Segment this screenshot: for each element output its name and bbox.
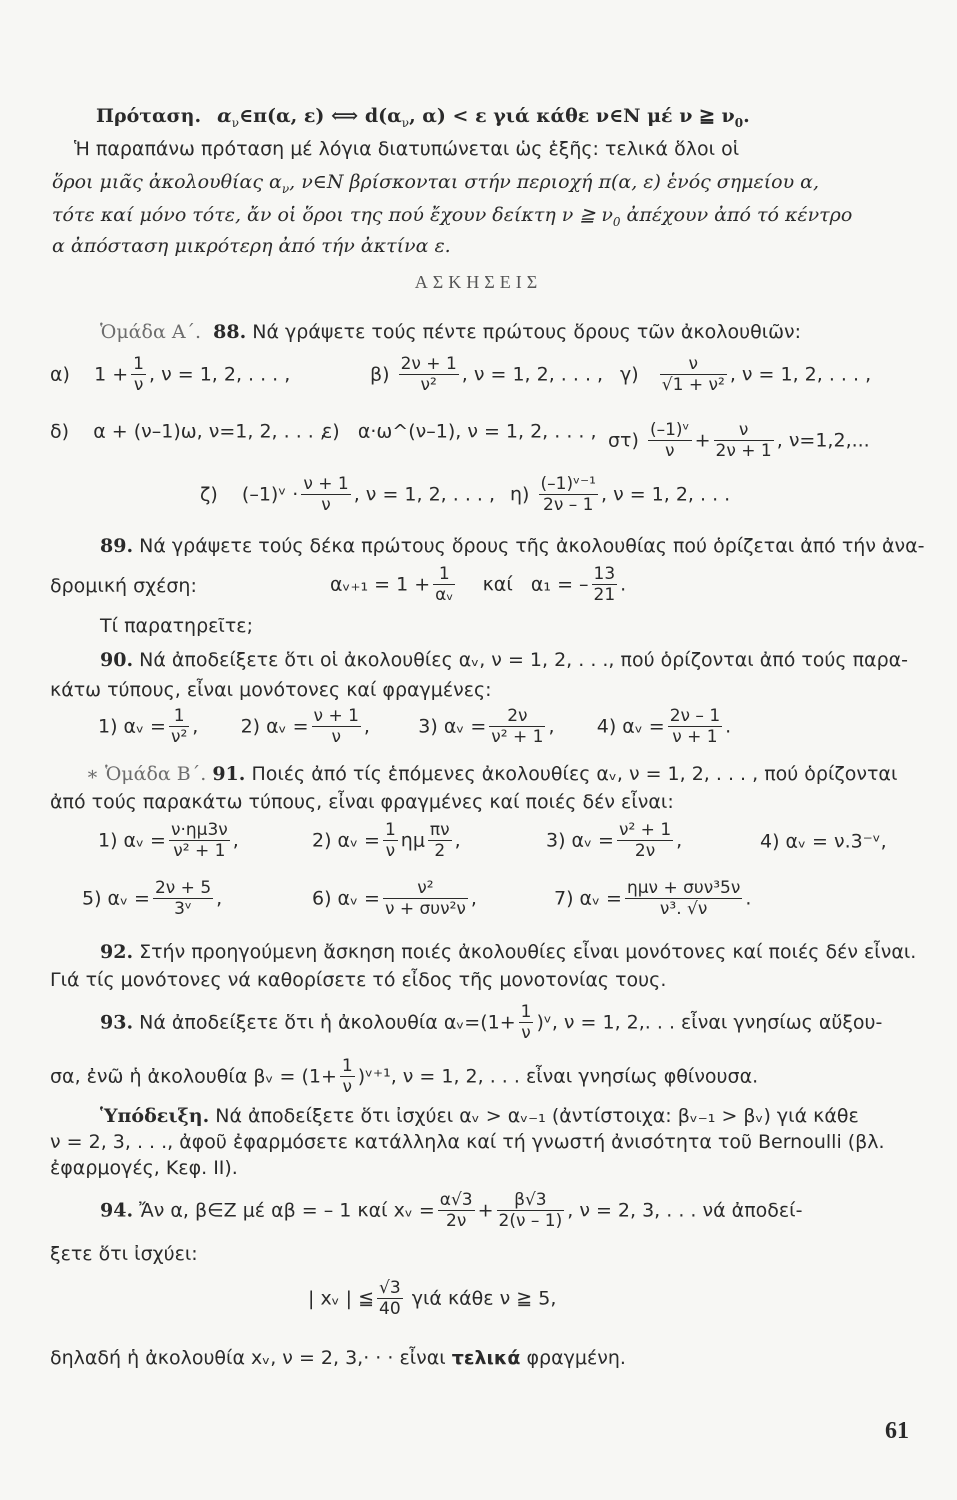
section-title: ΑΣΚΗΣΕΙΣ: [414, 272, 543, 292]
exercise-94-line-2: ξετε ὅτι ἰσχύει:: [50, 1243, 198, 1265]
fraction: [625, 878, 742, 919]
exercise-91-number: 91.: [212, 763, 246, 785]
paren: )ᵛ: [536, 1011, 552, 1034]
proposition-statement: α: [217, 105, 232, 127]
text: α₁ = –: [530, 573, 589, 596]
denominator: ν: [331, 727, 341, 747]
ex88-item-h: [510, 474, 730, 515]
numerator: 2ν + 5: [154, 878, 212, 898]
comma: ,: [454, 829, 461, 852]
exercise-92-line-2: Γιά τίς μονότονες νά καθορίσετε τό εἶδος τῆς μονοτονίας τους.: [50, 969, 667, 991]
page-number: 61: [885, 1418, 909, 1444]
proposition-line-4: τότε καί μόνο τότε, ἄν οἱ ὅροι της πού ἔχουν δείκτη ν ≧ $\nu_0$ ἀπέχουν ἀπό τό κέντρο: [52, 204, 853, 229]
numerator: ν + 1: [303, 474, 349, 494]
exercise-93-hint-2: ν = 2, 3, . . ., ἀφοῦ ἐφαρμόσετε κατάλληλα καί τή γνωστή ἀνισότητα τοῦ Bernoulli (βλ.: [50, 1131, 885, 1153]
text: α·ω^(ν–1), ν = 1, 2, . . . ,: [357, 420, 597, 443]
ex89-formula: [330, 564, 626, 605]
proposition-line-3: ὅροι μιᾶς ἀκολουθίας $\alpha_\nu$, ν∈N βρίσκονται στήν περιοχή π(α, ε) ἑνός σημείου α,: [52, 171, 820, 196]
label: 3) αᵥ =: [418, 715, 487, 738]
fraction: [428, 820, 452, 861]
comma: ,: [216, 887, 223, 910]
hint-label: Ὑπόδειξη.: [100, 1105, 210, 1127]
line4-a: τότε καί μόνο τότε, ἄν οἱ ὅροι της πού ἔχουν δείκτη ν ≧ ν: [52, 204, 613, 226]
ex91-item-7: [554, 878, 751, 919]
numerator: 1: [169, 706, 189, 727]
denominator: ν: [521, 1023, 531, 1043]
exercise-89-number: 89.: [100, 535, 134, 557]
label: 2) αᵥ =: [240, 715, 309, 738]
label: 2) αᵥ =: [312, 829, 380, 852]
label: ζ): [200, 483, 218, 506]
denominator: 2ν + 1: [715, 441, 772, 461]
numerator: ν·ημ3ν: [170, 820, 228, 840]
denominator: ν: [385, 841, 396, 861]
fraction-1: [648, 420, 692, 461]
exercise-93-line-2: [50, 1056, 758, 1097]
numerator: 2ν + 1: [400, 354, 457, 374]
denominator: ν + συν²ν: [384, 899, 466, 919]
group-a-label: Ὁμάδα Α΄.: [100, 321, 202, 343]
period: .: [620, 573, 627, 596]
numerator: ν: [660, 354, 727, 375]
exercise-92-line-1: [100, 940, 916, 964]
ex91-item-5: [82, 878, 222, 919]
fraction: [399, 354, 459, 395]
proposition-line-5: α ἀπόσταση μικρότερη ἀπό τήν ἀκτίνα ε.: [52, 235, 451, 257]
denominator: ν²: [420, 375, 437, 395]
exercise-90-text: Νά ἀποδείξετε ὅτι οἱ ἀκολουθίες αᵥ, ν = 1, 2, . . ., πού ὁρίζονται ἀπό τούς παρα-: [139, 649, 909, 671]
denominator: √1 + ν²: [661, 375, 725, 395]
text: , ν = 1, 2, . . . ,: [149, 363, 291, 386]
label: β): [370, 363, 390, 386]
line4-b: ἀπέχουν ἀπό τό κέντρο: [620, 204, 853, 226]
denominator: ν²: [170, 727, 188, 747]
exercise-88-number: 88.: [213, 321, 247, 343]
denominator: αᵥ: [435, 585, 454, 605]
ex91-item-1: [98, 820, 239, 861]
line3-b: , ν∈N βρίσκονται στήν περιοχή π(α, ε) ἑνός σημείου α,: [289, 171, 820, 193]
proposition-statement-rest: ∈π(α, ε) ⟺ d(α: [239, 105, 402, 127]
text: , ν = 2, 3, . . . νά ἀποδεί-: [567, 1199, 803, 1222]
text: φραγμένη.: [526, 1347, 626, 1369]
fraction: [489, 706, 545, 747]
line3-a: ὅροι μιᾶς ἀκολουθίας α: [52, 171, 282, 193]
numerator: √3: [379, 1278, 401, 1298]
period: .: [745, 887, 752, 910]
ex88-item-a: [50, 354, 290, 395]
exercise-94-line-1: [100, 1190, 802, 1231]
comma: ,: [676, 829, 683, 852]
text: , ν = 1, 2, . . . ,: [461, 363, 604, 386]
label: 3) αᵥ =: [546, 829, 614, 852]
text: 1 +: [94, 363, 129, 386]
text: αᵥ₊₁ = 1 +: [330, 573, 431, 596]
text: ημ: [400, 829, 425, 852]
ex88-item-c: [620, 354, 871, 395]
fraction: [438, 1190, 475, 1231]
exercise-88-header: [100, 320, 801, 344]
fraction-2: [714, 420, 774, 461]
text: γιά κάθε ν ≧ 5,: [411, 1287, 557, 1310]
numerator: 2ν – 1: [669, 706, 721, 726]
exercise-89-line-1: [100, 534, 925, 558]
fraction: [377, 1278, 403, 1319]
exercise-91-text: Ποιές ἀπό τίς ἑπόμενες ἀκολουθίες αᵥ, ν = 1, 2, . . . , πού ὁρίζονται: [251, 763, 898, 785]
fraction: [383, 878, 468, 919]
exercise-93-hint-1: [100, 1104, 859, 1128]
numerator: (–1)ᵛ: [649, 420, 690, 440]
fraction: [433, 564, 455, 605]
paren: (1+: [301, 1065, 337, 1088]
numerator: ημν + συν³5ν: [626, 878, 741, 898]
exercise-90-line-2: κάτω τύπους, εἶναι μονότονες καί φραγμένες:: [50, 679, 492, 701]
ex88-item-z: [200, 474, 495, 515]
denominator: 3ᵛ: [174, 899, 192, 919]
text: , ν = 1, 2, . . . ,: [353, 483, 496, 506]
ex91-item-2: [312, 820, 461, 861]
exercise-89-question: Τί παρατηρεῖτε;: [100, 615, 253, 637]
numerator: ν: [714, 420, 774, 441]
comma: ,: [192, 715, 199, 738]
numerator: 1: [341, 1056, 353, 1076]
exercise-88-text: Νά γράψετε τούς πέντε πρώτους ὅρους τῶν ἀκολουθιῶν:: [252, 321, 802, 343]
denominator: ν + 1: [672, 727, 718, 747]
text: , ν = 1, 2, . . .: [600, 483, 731, 506]
denominator: ν: [321, 495, 331, 515]
comma: ,: [470, 887, 477, 910]
numerator: 1: [384, 820, 396, 840]
label: η): [510, 483, 530, 506]
ex88-item-b: [370, 354, 603, 395]
ex91-item-3: [546, 820, 682, 861]
numerator: α√3: [439, 1190, 473, 1210]
period: .: [725, 715, 732, 738]
numerator: 1: [133, 354, 144, 374]
exercise-94-number: 94.: [100, 1199, 134, 1222]
ex88-item-e: [322, 420, 597, 443]
ex88-item-d: [50, 420, 326, 443]
label: 1) αᵥ =: [98, 829, 166, 852]
label: δ): [50, 420, 70, 443]
fraction: [340, 1056, 355, 1097]
text: Ἄν α, β∈Z μέ αβ = – 1 καί xᵥ =: [139, 1199, 435, 1222]
fraction: [153, 878, 213, 919]
text: Νά ἀποδείξετε ὅτι ἡ ἀκολουθία αᵥ=: [139, 1011, 481, 1034]
fraction: [169, 706, 189, 747]
fraction: [660, 354, 727, 395]
ex91-item-4: [760, 830, 887, 853]
numerator: ν²: [383, 878, 468, 899]
paren: (1+: [480, 1011, 516, 1034]
exercise-91-line-2: ἀπό τούς παρακάτω τύπους, εἶναι φραγμένες καί ποιές δέν εἶναι:: [50, 791, 674, 813]
fraction: [169, 820, 230, 861]
comma: ,: [363, 715, 370, 738]
denominator: 21: [593, 585, 616, 605]
text: δηλαδή ἡ ἀκολουθία xᵥ, ν = 2, 3,· · · εἶναι: [50, 1347, 446, 1369]
label: 4) αᵥ =: [596, 715, 665, 738]
paren: )ᵛ⁺¹: [357, 1065, 391, 1088]
proposition-line-2: Ἡ παραπάνω πρόταση μέ λόγια διατυπώνεται ὡς ἑξῆς: τελικά ὅλοι οἱ: [74, 138, 740, 160]
label: α): [50, 363, 70, 386]
denominator: ν: [133, 375, 144, 395]
exercise-92-number: 92.: [100, 941, 134, 963]
fraction: [617, 820, 673, 861]
numerator: ν² + 1: [618, 820, 672, 840]
denominator: 2ν: [446, 1211, 467, 1231]
exercise-93-line-1: [100, 1002, 882, 1043]
fraction: [497, 1190, 565, 1231]
exercise-89-text: Νά γράψετε τούς δέκα πρώτους ὅρους τῆς ἀκολουθίας πού ὁρίζεται ἀπό τήν ἀνα-: [139, 535, 925, 557]
bold-text: τελικά: [451, 1347, 521, 1369]
denominator: ν³. √ν: [659, 899, 708, 919]
text: , ν = 1, 2,. . . εἶναι γνησίως αὔξου-: [551, 1011, 883, 1034]
numerator: β√3: [497, 1190, 565, 1211]
plus: +: [694, 429, 711, 452]
text: (–1)ᵛ ·: [241, 483, 299, 506]
plus: +: [477, 1199, 494, 1222]
text: σα, ἐνῶ ἡ ἀκολουθία βᵥ =: [50, 1065, 296, 1088]
label: γ): [620, 363, 639, 386]
fraction: [131, 354, 146, 395]
exercise-89-line-2: δρομική σχέση:: [50, 575, 197, 597]
label: 1) αᵥ =: [98, 715, 166, 738]
numerator: πν: [429, 820, 450, 840]
hint-text: Νά ἀποδείξετε ὅτι ἰσχύει αᵥ > αᵥ₋₁ (ἀντίστοιχα: βᵥ₋₁ > βᵥ) γιά κάθε: [215, 1105, 859, 1127]
exercise-90-number: 90.: [100, 649, 134, 671]
denominator: 2ν – 1: [543, 495, 594, 515]
numerator: 13: [593, 564, 616, 584]
denominator: ν² + 1: [173, 841, 226, 861]
comma: ,: [232, 829, 239, 852]
exercise-93-hint-3: ἐφαρμογές, Κεφ. II).: [50, 1157, 238, 1179]
comma: ,: [548, 715, 555, 738]
numerator: (–1)ᵛ⁻¹: [540, 474, 596, 494]
label: 6) αᵥ =: [312, 887, 380, 910]
denominator: 2(ν – 1): [498, 1211, 563, 1231]
numerator: ν + 1: [313, 706, 359, 726]
label: ε): [322, 420, 340, 443]
fraction: [301, 474, 350, 515]
label: 7) αᵥ =: [554, 887, 622, 910]
exercise-92-text: Στήν προηγούμενη ἄσκηση ποιές ἀκολουθίες εἶναι μονότονες καί ποιές δέν εἶναι.: [139, 941, 917, 963]
exercise-90-line-1: [100, 648, 908, 672]
text: , ν = 1, 2, . . . ,: [729, 363, 872, 386]
fraction: [383, 820, 398, 861]
fraction: [312, 706, 361, 747]
fraction: [668, 706, 722, 747]
label: στ): [608, 429, 639, 452]
denominator: 2ν: [634, 841, 656, 861]
ex91-item-6: [312, 878, 477, 919]
fraction: [519, 1002, 534, 1043]
text: | xᵥ | ≦: [308, 1287, 375, 1310]
denominator: ν: [665, 441, 675, 461]
group-b-label: ∗ Ὁμάδα Β΄.: [86, 763, 207, 785]
numerator: 1: [433, 564, 455, 585]
exercise-94-line-3: [50, 1346, 626, 1370]
text: α + (ν–1)ω, ν=1, 2, . . . ,: [93, 420, 326, 443]
fraction: [592, 564, 618, 605]
numerator: 2ν: [489, 706, 545, 727]
proposition-label: Πρόταση.: [96, 105, 202, 127]
denominator: 40: [379, 1299, 401, 1319]
proposition-line-1: Πρόταση. $\alpha_\nu\in\pi(\alpha$, ε) ⟺ $d(\alpha_\nu$, α) < ε γιά κάθε ν∈N μέ ν ≧ $\nu_0$.: [96, 105, 750, 130]
fraction: [539, 474, 598, 515]
exercise-91-line-1: [86, 762, 897, 786]
ex88-item-st: [608, 420, 870, 461]
numerator: 1: [520, 1002, 532, 1022]
denominator: ν: [342, 1077, 353, 1097]
exercise-94-inequality: [308, 1278, 556, 1319]
and: καί: [482, 573, 513, 596]
label: 5) αᵥ =: [82, 887, 150, 910]
denominator: 2: [434, 841, 446, 861]
text: 4) αᵥ = ν.3⁻ᵛ,: [760, 830, 887, 853]
ex90-items: [98, 706, 731, 747]
text: , ν=1,2,...: [776, 429, 870, 452]
exercise-93-number: 93.: [100, 1011, 134, 1034]
proposition-statement-tail: , α) < ε γιά κάθε ν∈N μέ ν ≧ ν: [409, 105, 735, 127]
denominator: ν² + 1: [491, 727, 544, 747]
text: , ν = 1, 2, . . . εἶναι γνησίως φθίνουσα.: [390, 1065, 759, 1088]
